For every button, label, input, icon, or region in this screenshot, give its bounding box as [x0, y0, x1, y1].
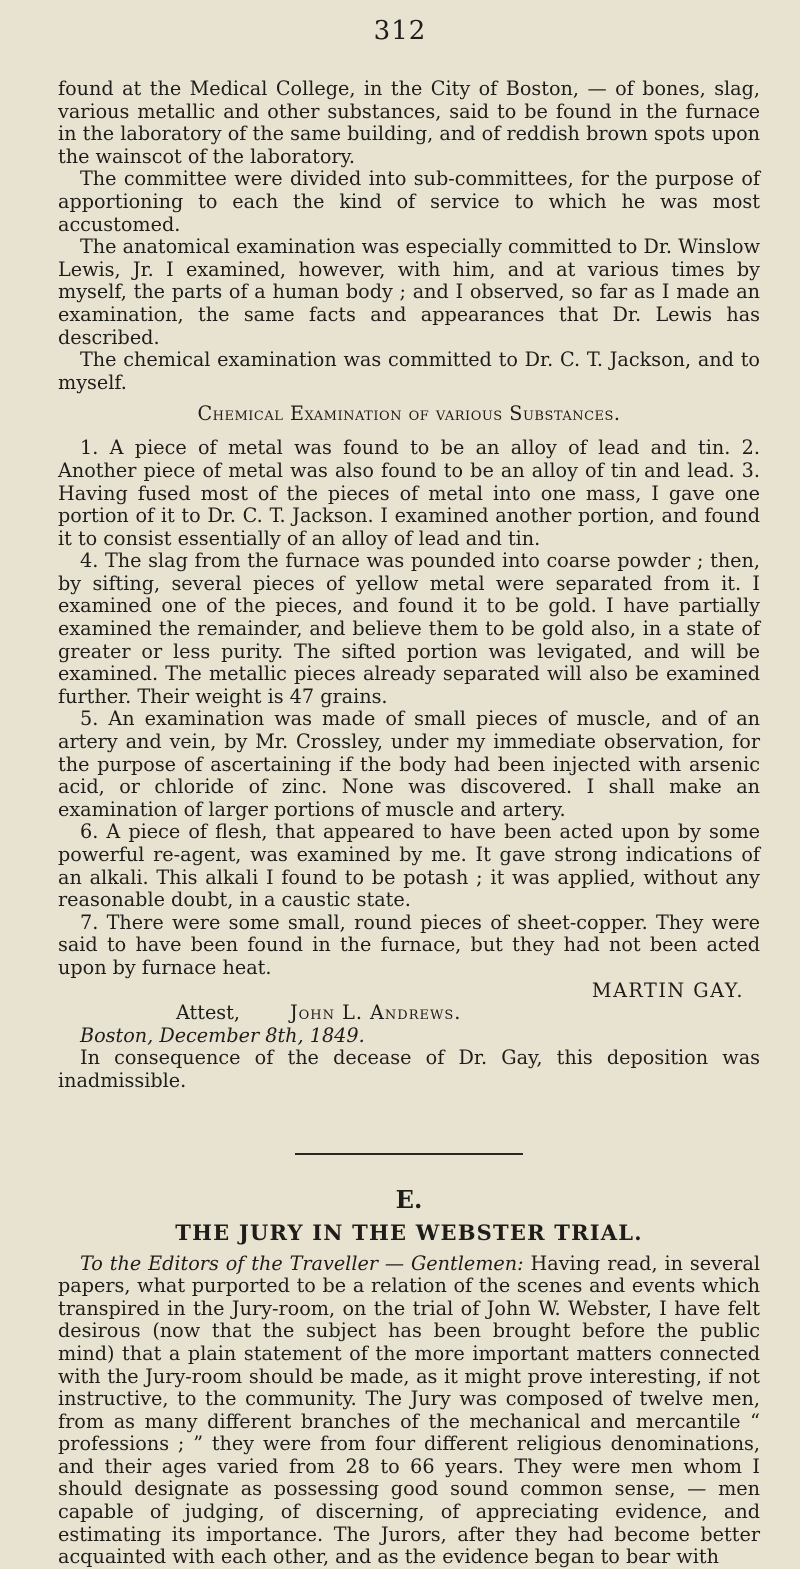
page-number: 312: [373, 16, 427, 46]
letter-body: Having read, in several papers, what purported to be a relation of the scenes and events which transpired in the Jury-room, on the trial of John W. Webster, I have felt desirous (now that the subject has been brought before the public mind) that a plain statement of the more important matters connected with the Jury-room should be made, as it might prove interesting, if not instructive, to the community. The Jury was composed of twelve men, from as many different branches of the mechanical and mercantile “ professions ; ” they were from four different religious denominations, and their ages varied from 28 to 66 years. They were men whom I should designate as possessing good sound common sense, — men capable of judging, of discerning, of appreciating evidence, and estimating its importance. The Jurors, after they had become better acquainted with each other, and as the evidence began to bear with: [58, 1251, 761, 1569]
paragraph-committee: The committee were divided into sub-committees, for the purpose of apportioning to each the kind of service to which he was most accustomed.: [58, 167, 760, 236]
numbered-paragraph-6: 6. A piece of flesh, that appeared to have been acted upon by some powerful re-agent, was examined by me. It gave strong indications of an alkali. This alkali I found to be potash ; it was applied, without any reasonable doubt, in a caustic state.: [58, 820, 760, 912]
paragraph-anatomical: The anatomical examination was especially committed to Dr. Winslow Lewis, Jr. I examined, however, with him, and at various times by myself, the parts of a human body ; and I observed, so far as I made an examination, the same facts and appearances that Dr. Lewis has described.: [58, 235, 760, 349]
letter-salutation: To the Editors of the Traveller — Gentlemen:: [80, 1251, 524, 1275]
numbered-paragraph-4: 4. The slag from the furnace was pounded into coarse powder ; then, by sifting, several pieces of yellow metal were separated from it. I examined one of the pieces, and found it to be gold. I have partially examined the remainder, and believe them to be gold also, in a state of greater or less purity. The sifted portion was levigated, and will be examined. The metallic pieces already separated will also be examined further. Their weight is 47 grains.: [58, 549, 760, 708]
appendix-letter: E.: [395, 1184, 423, 1214]
numbered-paragraph-7: 7. There were some small, round pieces of sheet-copper. They were said to have been found in the furnace, but they had not been acted upon by furnace heat.: [58, 910, 760, 979]
signature-line: [58, 980, 760, 1003]
numbered-paragraph-5: 5. An examination was made of small pieces of muscle, and of an artery and vein, by Mr. Crossley, under my immediate observation, for the purpose of ascertaining if the body had been injected with arsenic acid, or chloride of zinc. None was discovered. I shall make an examination of larger portions of muscle and artery.: [58, 707, 760, 821]
paragraph-chemical: The chemical examination was committed to Dr. C. T. Jackson, and to myself.: [58, 348, 760, 394]
inadmissible-note: In consequence of the decease of Dr. Gay, this deposition was inadmissible.: [58, 1046, 760, 1092]
paragraph-continuation: found at the Medical College, in the City of Boston, — of bones, slag, various metallic and other substances, said to be found in the furnace in the laboratory of the same building, and of reddish brown spots upon the wainscot of the laboratory.: [58, 77, 760, 168]
signature-name: MARTIN GAY.: [591, 978, 744, 1002]
section-title: THE JURY IN THE WEBSTER TRIAL.: [175, 1219, 643, 1245]
attest-label: Attest,: [176, 1001, 240, 1025]
numbered-paragraph-1-3: 1. A piece of metal was found to be an alloy of lead and tin. 2. Another piece of metal was also found to be an alloy of tin and lead. 3. Having fused most of the pieces of metal into one mass, I gave one portion of it to Dr. C. T. Jackson. I examined another portion, and found it to consist essentially of an alloy of lead and tin.: [58, 436, 760, 550]
dateline: Boston, December 8th, 1849.: [80, 1023, 365, 1047]
chemical-examination-heading: Chemical Examination of various Substances.: [197, 402, 621, 426]
section-divider: [295, 1153, 523, 1155]
attest-name: John L. Andrews.: [289, 1001, 462, 1025]
attest-line: [58, 1002, 760, 1025]
